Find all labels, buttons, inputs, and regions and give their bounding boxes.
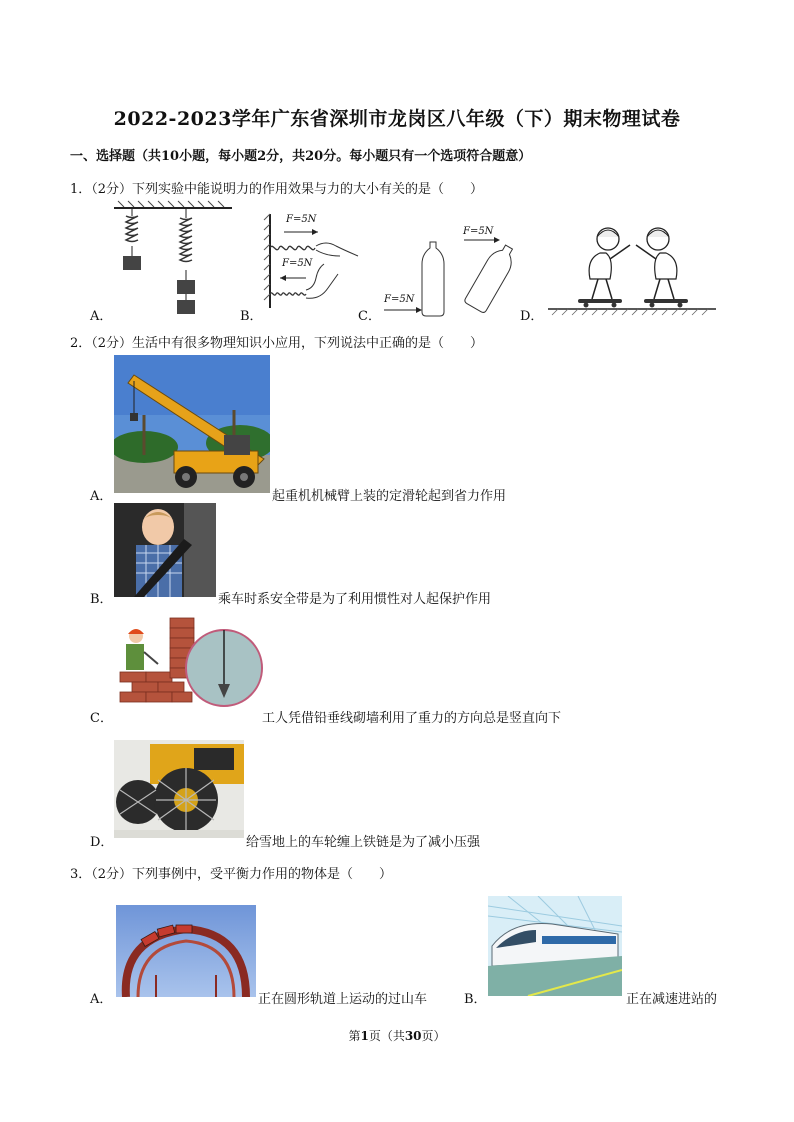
q3-photo-roller-coaster xyxy=(116,905,256,997)
q1-figure-d-skaters xyxy=(548,225,718,317)
question-1-stem: 1．（2分）下列实验中能说明力的作用效果与力的大小有关的是（ ） xyxy=(70,182,484,197)
q1-c-force-label-left: F=5N xyxy=(384,294,415,305)
q3-photo-train xyxy=(488,896,622,996)
q1-option-a: A． xyxy=(90,309,113,324)
q3-option-a-text: 正在圆形轨道上运动的过山车 xyxy=(258,992,428,1007)
page-title: 2022-2023学年广东省深圳市龙岗区八年级（下）期末物理试卷 xyxy=(113,108,681,130)
q1-option-c: C． xyxy=(358,309,381,324)
q1-option-b: B． xyxy=(240,309,263,324)
q3-option-b-text: 正在减速进站的 xyxy=(626,992,718,1007)
footer-middle: 页（共 xyxy=(368,1029,405,1043)
q1-b-force-label-bottom: F=5N xyxy=(282,258,313,269)
q2-option-c-text: 工人凭借铅垂线砌墙利用了重力的方向总是竖直向下 xyxy=(262,711,562,726)
q2-illustration-plumb-line xyxy=(114,612,264,710)
q1-figure-a-springs xyxy=(114,200,234,318)
footer-page-number: 1 xyxy=(360,1029,369,1043)
section-heading: 一、选择题（共10小题，每小题2分，共20分。每小题只有一个选项符合题意） xyxy=(70,149,532,164)
q1-c-force-label-right: F=5N xyxy=(463,226,494,237)
question-2-stem: 2．（2分）生活中有很多物理知识小应用，下列说法中正确的是（ ） xyxy=(70,336,484,351)
q3-option-a-letter: A． xyxy=(90,992,113,1007)
footer-total-pages: 30 xyxy=(404,1029,422,1043)
question-3-stem: 3．（2分）下列事例中，受平衡力作用的物体是（ ） xyxy=(70,867,393,882)
q3-option-b-letter: B． xyxy=(464,992,487,1007)
q2-option-d-letter: D． xyxy=(90,835,114,850)
q2-photo-seatbelt xyxy=(114,503,216,597)
q2-photo-crane xyxy=(114,355,270,493)
footer-suffix: 页） xyxy=(421,1029,446,1043)
q2-option-a-text: 起重机机械臂上装的定滑轮起到省力作用 xyxy=(272,489,507,504)
q2-option-b-letter: B． xyxy=(90,592,113,607)
q2-option-a-letter: A． xyxy=(90,489,113,504)
q2-option-b-text: 乘车时系安全带是为了利用惯性对人起保护作用 xyxy=(218,592,492,607)
q1-option-d: D． xyxy=(520,309,544,324)
page-footer xyxy=(0,1027,794,1044)
q2-option-c-letter: C． xyxy=(90,711,113,726)
footer-prefix: 第 xyxy=(348,1029,361,1043)
q2-option-d-text: 给雪地上的车轮缠上铁链是为了减小压强 xyxy=(246,835,481,850)
q1-b-force-label-top: F=5N xyxy=(286,214,317,225)
q2-photo-tire-chains xyxy=(114,740,244,838)
q1-figure-c-bottles xyxy=(380,236,525,318)
